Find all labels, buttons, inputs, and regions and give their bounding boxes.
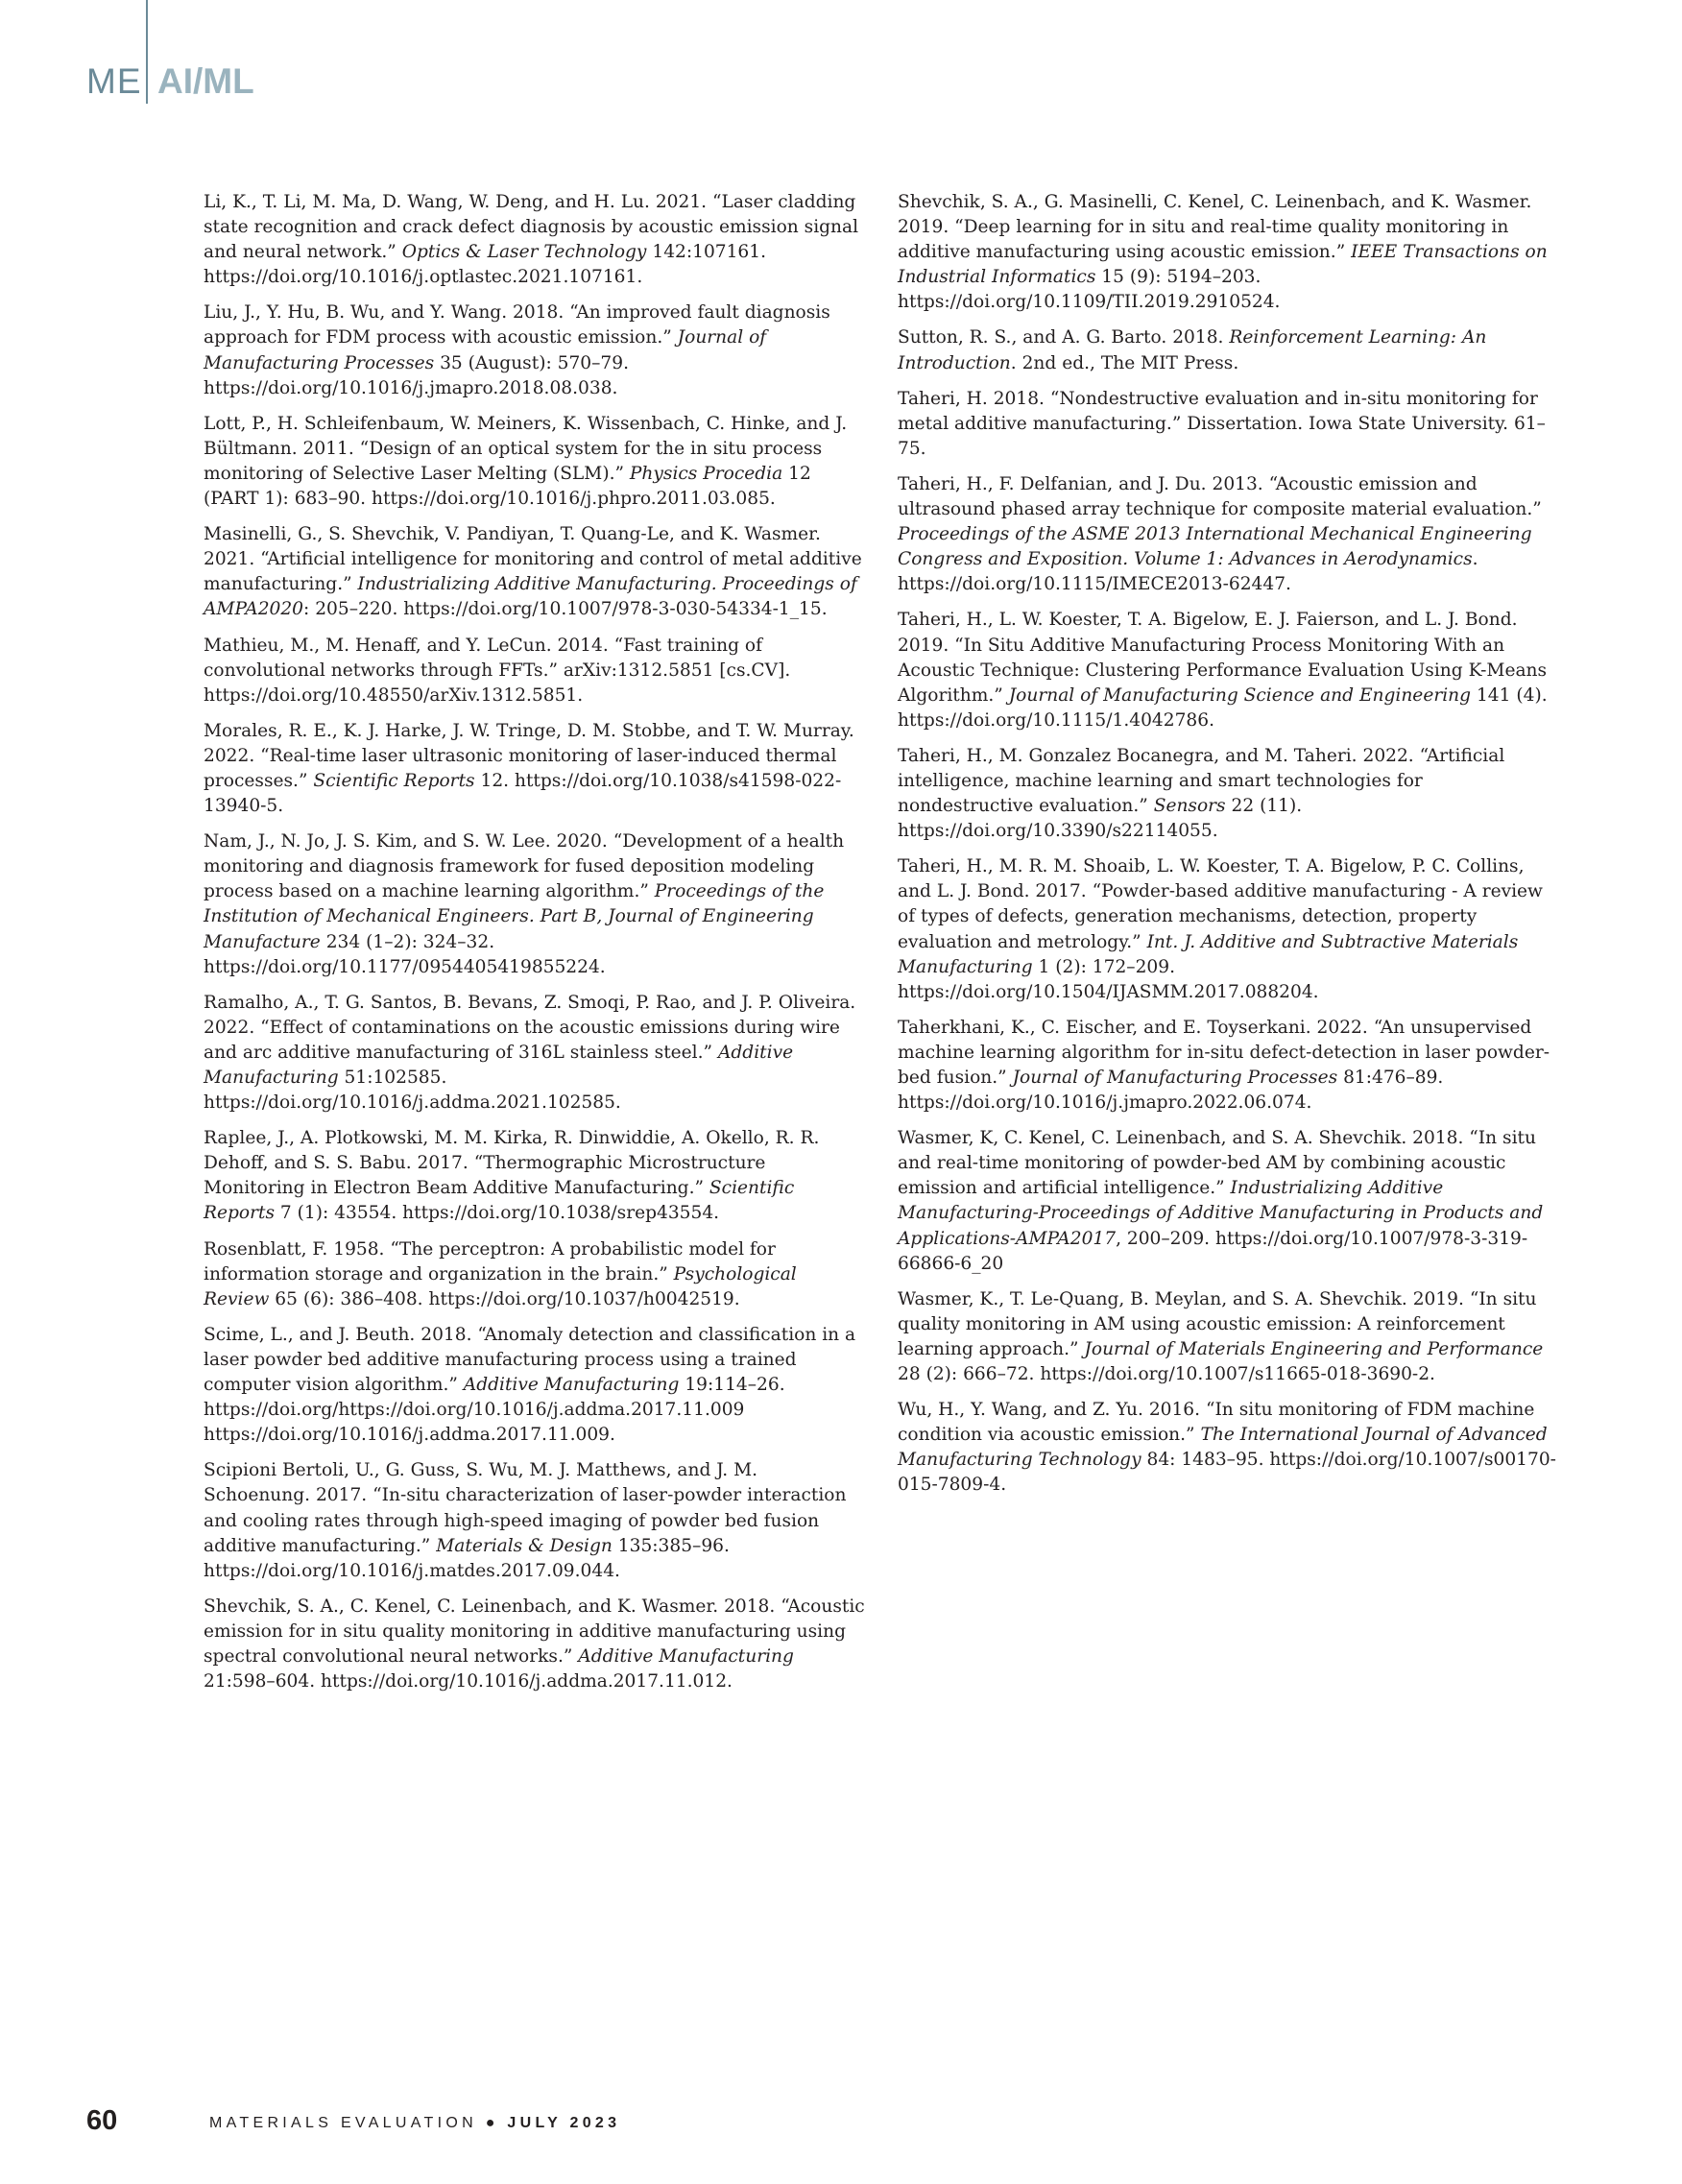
reference-entry <box>898 854 1560 1005</box>
reference-text: 51:102585. https://doi.org/10.1016/j.addma.2021.102585. <box>204 1068 621 1114</box>
reference-entry <box>204 829 868 980</box>
reference-text: 7 (1): 43554. https://doi.org/10.1038/srep43554. <box>275 1203 720 1224</box>
page-number: 60 <box>86 2105 118 2136</box>
reference-source-title: Journal of Manufacturing Processes <box>1012 1068 1338 1088</box>
reference-entry <box>204 719 868 819</box>
reference-source-title: Additive Manufacturing <box>578 1645 794 1667</box>
reference-entry <box>898 744 1560 844</box>
reference-entry <box>204 991 868 1116</box>
references-left-column <box>204 190 868 1705</box>
reference-source-title: Industrializing Additive Manufacturing-Proceedings of Additive Manufacturing in Products and Applications-AMPA2017 <box>898 1178 1544 1249</box>
reference-source-title: Journal of Manufacturing Processes <box>204 327 767 373</box>
reference-text: Masinelli, G., S. Shevchik, V. Pandiyan, T. Quang-Le, and K. Wasmer. 2021. “Artificial intelligence for monitoring and control of metal additive manufacturing.” <box>204 524 862 595</box>
reference-text: . https://doi.org/10.1115/IMECE2013-62447. <box>898 549 1478 595</box>
reference-text: Lott, P., H. Schleifenbaum, W. Meiners, K. Wissenbach, C. Hinke, and J. Bültmann. 2011. “Design of an optical system for the in situ process monitoring of Selective Laser Melting (SLM).” <box>204 413 848 484</box>
reference-source-title: Proceedings of the Institution of Mechanical Engineers. Part B, Journal of Engineering Manufacture <box>204 881 825 952</box>
reference-text: Wu, H., Y. Wang, and Z. Yu. 2016. “In situ monitoring of FDM machine condition via acoustic emission.” <box>898 1400 1535 1446</box>
reference-source-title: Industrializing Additive Manufacturing. Proceedings of AMPA2020 <box>204 574 857 620</box>
reference-text: 21:598–604. https://doi.org/10.1016/j.addma.2017.11.012. <box>204 1671 733 1692</box>
reference-source-title: Physics Procedia <box>629 463 783 484</box>
reference-text: 28 (2): 666–72. https://doi.org/10.1007/s11665-018-3690-2. <box>898 1364 1435 1385</box>
reference-text: 84: 1483–95. https://doi.org/10.1007/s00170-015-7809-4. <box>898 1450 1556 1496</box>
reference-entry <box>898 190 1560 315</box>
reference-entry <box>204 1323 868 1448</box>
reference-source-title: Additive Manufacturing <box>204 1042 794 1088</box>
reference-entry <box>204 1126 868 1226</box>
reference-entry <box>898 387 1560 462</box>
reference-text: Scime, L., and J. Beuth. 2018. “Anomaly detection and classification in a laser powder bed additive manufacturing process using a trained computer vision algorithm.” <box>204 1324 856 1396</box>
reference-text: Taheri, H. 2018. “Nondestructive evaluation and in-situ monitoring for metal additive manufacturing.” Dissertation. Iowa State University. 61–75. <box>898 388 1546 459</box>
reference-text: Mathieu, M., M. Henaff, and Y. LeCun. 2014. “Fast training of convolutional networks through FFTs.” arXiv:1312.5851 [cs.CV]. https://doi.org/10.48550/arXiv.1312.5851. <box>204 635 791 706</box>
topic-label: AI/ML <box>157 61 254 101</box>
reference-source-title: Psychological Review <box>204 1263 797 1309</box>
reference-text: Morales, R. E., K. J. Harke, J. W. Tringe, D. M. Stobbe, and T. W. Murray. 2022. “Real-time laser ultrasonic monitoring of laser-induced thermal processes.” <box>204 720 854 791</box>
section-label: ME <box>86 61 142 101</box>
reference-entry <box>204 1458 868 1583</box>
reference-source-title: Reinforcement Learning: An Introduction <box>898 327 1487 373</box>
footer-separator: ● <box>485 2115 499 2131</box>
reference-entry <box>204 412 868 512</box>
reference-entry <box>204 1237 868 1312</box>
reference-text: . 2nd ed., The MIT Press. <box>1010 352 1239 373</box>
reference-text: Taheri, H., L. W. Koester, T. A. Bigelow, E. J. Faierson, and L. J. Bond. 2019. “In Situ Additive Manufacturing Process Monitoring With an Acoustic Technique: Clustering Performance Evaluation Using K-Means Algorithm.” <box>898 610 1548 706</box>
reference-text: Scipioni Bertoli, U., G. Guss, S. Wu, M. J. Matthews, and J. M. Schoenung. 2017. “In-situ characterization of laser-powder interaction and cooling rates through high-speed imaging of powder bed fusion additive manufacturing.” <box>204 1460 847 1556</box>
reference-text: , 200–209. https://doi.org/10.1007/978-3-319-66866-6_20 <box>898 1228 1528 1274</box>
reference-text: Liu, J., Y. Hu, B. Wu, and Y. Wang. 2018. “An improved fault diagnosis approach for FDM process with acoustic emission.” <box>204 302 830 348</box>
reference-source-title: Proceedings of the ASME 2013 International Mechanical Engineering Congress and Exposition. Volume 1: Advances in Aerodynamics <box>898 524 1532 570</box>
reference-source-title: Sensors <box>1153 796 1226 817</box>
reference-text: Taherkhani, K., C. Eischer, and E. Toyserkani. 2022. “An unsupervised machine learning algorithm for in-situ defect-detection in laser powder-bed fusion.” <box>898 1017 1550 1088</box>
reference-text: 12 (PART 1): 683–90. https://doi.org/10.1016/j.phpro.2011.03.085. <box>204 463 811 510</box>
reference-text: Sutton, R. S., and A. G. Barto. 2018. <box>898 327 1230 348</box>
footer-publication <box>209 2115 620 2132</box>
reference-text: 12. https://doi.org/10.1038/s41598-022-13940-5. <box>204 770 842 817</box>
reference-text: Wasmer, K., T. Le-Quang, B. Meylan, and S. A. Shevchik. 2019. “In situ quality monitoring in AM using acoustic emission: A reinforcement learning approach.” <box>898 1288 1537 1359</box>
header-rule <box>146 0 148 104</box>
reference-text: 65 (6): 386–408. https://doi.org/10.1037/h0042519. <box>269 1288 740 1309</box>
reference-text: Shevchik, S. A., C. Kenel, C. Leinenbach, and K. Wasmer. 2018. “Acoustic emission for in situ quality monitoring in additive manufacturing using spectral convolutional neural networks.” <box>204 1596 865 1667</box>
reference-entry <box>898 325 1560 375</box>
publication-name: MATERIALS EVALUATION <box>209 2115 477 2131</box>
reference-entry <box>204 522 868 622</box>
reference-source-title: Scientific Reports <box>313 770 475 791</box>
reference-entry <box>898 1398 1560 1498</box>
reference-entry <box>204 300 868 400</box>
reference-text: Taheri, H., F. Delfanian, and J. Du. 2013. “Acoustic emission and ultrasound phased array technique for composite material evaluation.” <box>898 473 1542 520</box>
reference-text: 19:114–26. https://doi.org/https://doi.org/10.1016/j.addma.2017.11.009 https://doi.org/10.1016/j.addma.2017.11.009. <box>204 1375 785 1446</box>
reference-text: 141 (4). https://doi.org/10.1115/1.4042786. <box>898 684 1548 731</box>
reference-text: 81:476–89. https://doi.org/10.1016/j.jmapro.2022.06.074. <box>898 1068 1444 1114</box>
reference-source-title: Int. J. Additive and Subtractive Materials Manufacturing <box>898 931 1519 977</box>
reference-text: Nam, J., N. Jo, J. S. Kim, and S. W. Lee. 2020. “Development of a health monitoring and diagnosis framework for fused deposition modeling process based on a machine learning algorithm.” <box>204 831 845 902</box>
issue-date: JULY 2023 <box>507 2115 621 2131</box>
reference-text: Rosenblatt, F. 1958. “The perceptron: A probabilistic model for information storage and organization in the brain.” <box>204 1238 776 1284</box>
reference-text: 35 (August): 570–79. https://doi.org/10.1016/j.jmapro.2018.08.038. <box>204 352 629 398</box>
reference-source-title: Optics & Laser Technology <box>401 242 647 263</box>
reference-text: 234 (1–2): 324–32. https://doi.org/10.1177/0954405419855224. <box>204 931 606 977</box>
reference-source-title: Materials & Design <box>436 1535 613 1556</box>
reference-source-title: Journal of Materials Engineering and Performance <box>1084 1338 1544 1359</box>
reference-text: : 205–220. https://doi.org/10.1007/978-3-030-54334-1_15. <box>303 599 828 620</box>
reference-source-title: Additive Manufacturing <box>463 1375 680 1396</box>
reference-text: 22 (11). https://doi.org/10.3390/s22114055. <box>898 796 1303 842</box>
reference-text: Taheri, H., M. Gonzalez Bocanegra, and M. Taheri. 2022. “Artificial intelligence, machine learning and smart technologies for nondestructive evaluation.” <box>898 745 1505 817</box>
reference-text: Shevchik, S. A., G. Masinelli, C. Kenel, C. Leinenbach, and K. Wasmer. 2019. “Deep learning for in situ and real-time quality monitoring in additive manufacturing using acoustic emission.” <box>898 192 1532 263</box>
reference-text: 142:107161. https://doi.org/10.1016/j.optlastec.2021.107161. <box>204 242 767 288</box>
reference-source-title: IEEE Transactions on Industrial Informatics <box>898 242 1548 288</box>
reference-entry <box>898 1016 1560 1116</box>
reference-entry <box>898 608 1560 732</box>
reference-text: Ramalho, A., T. G. Santos, B. Bevans, Z. Smoqi, P. Rao, and J. P. Oliveira. 2022. “Effect of contaminations on the acoustic emissions during wire and arc additive manufacturing of 316L stainless steel.” <box>204 992 856 1063</box>
reference-text: Li, K., T. Li, M. Ma, D. Wang, W. Deng, and H. Lu. 2021. “Laser cladding state recognition and crack defect diagnosis by acoustic emission signal and neural network.” <box>204 192 859 263</box>
reference-entry <box>898 1287 1560 1387</box>
references-right-column <box>898 190 1560 1509</box>
reference-text: 15 (9): 5194–203. https://doi.org/10.1109/TII.2019.2910524. <box>898 267 1281 313</box>
reference-text: 1 (2): 172–209. https://doi.org/10.1504/IJASMM.2017.088204. <box>898 956 1319 1002</box>
reference-entry <box>204 634 868 708</box>
reference-source-title: Scientific Reports <box>204 1178 795 1224</box>
reference-entry <box>204 190 868 290</box>
reference-source-title: Journal of Manufacturing Science and Engineering <box>1008 684 1472 706</box>
reference-entry <box>204 1595 868 1694</box>
reference-entry <box>898 472 1560 597</box>
reference-text: Raplee, J., A. Plotkowski, M. M. Kirka, R. Dinwiddie, A. Okello, R. R. Dehoff, and S. S. Babu. 2017. “Thermographic Microstructure Monitoring in Electron Beam Additive Manufacturing.” <box>204 1128 820 1199</box>
reference-text: Taheri, H., M. R. M. Shoaib, L. W. Koester, T. A. Bigelow, P. C. Collins, and L. J. Bond. 2017. “Powder-based additive manufacturing - A review of types of defects, generation mechanisms, detection, property evaluation and metrology.” <box>898 856 1543 952</box>
reference-entry <box>898 1126 1560 1277</box>
reference-text: Wasmer, K, C. Kenel, C. Leinenbach, and S. A. Shevchik. 2018. “In situ and real-time monitoring of powder-bed AM by combining acoustic emission and artificial intelligence.” <box>898 1128 1536 1199</box>
reference-source-title: The International Journal of Advanced Manufacturing Technology <box>898 1425 1548 1471</box>
reference-text: 135:385–96. https://doi.org/10.1016/j.matdes.2017.09.044. <box>204 1535 730 1581</box>
